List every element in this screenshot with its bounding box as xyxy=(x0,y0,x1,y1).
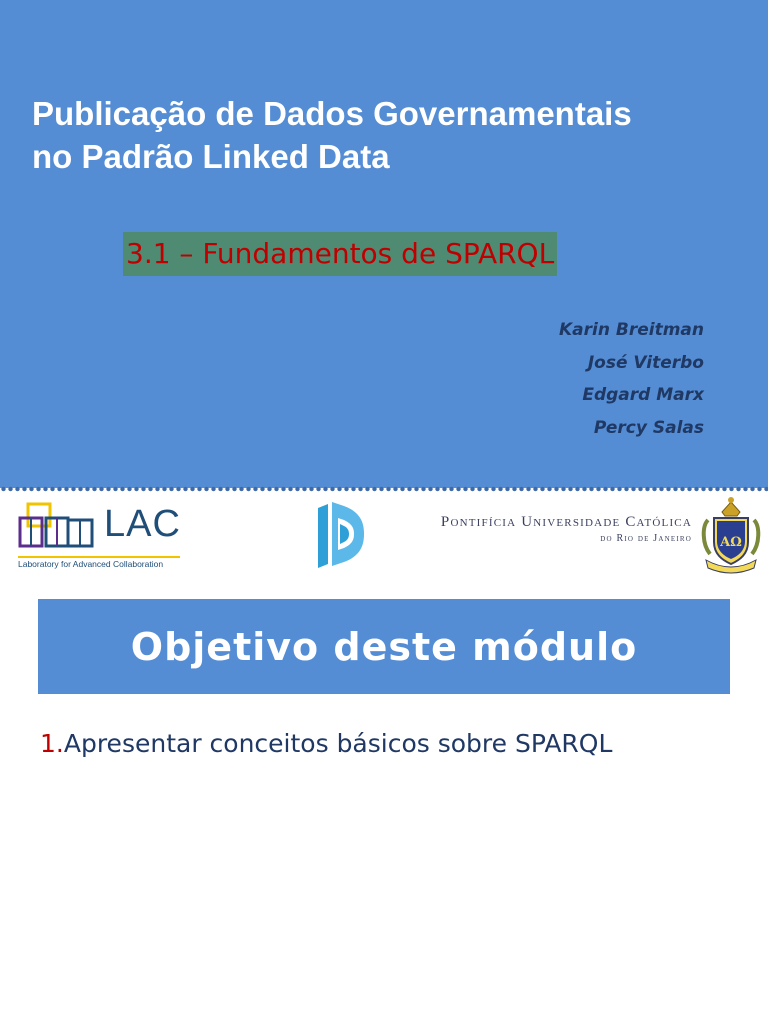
slide-title-line1: Publicação de Dados Governamentais xyxy=(32,95,632,132)
author-name: José Viterbo xyxy=(587,352,704,373)
puc-name xyxy=(440,514,692,544)
author-name: Karin Breitman xyxy=(559,320,704,340)
objective-text: Apresentar conceitos básicos sobre SPARQL xyxy=(63,729,613,758)
puc-name-line1: Pontifícia Universidade Católica xyxy=(440,514,692,530)
module-heading: Objetivo deste módulo xyxy=(130,624,638,669)
logo-bar xyxy=(0,492,768,584)
lac-underline xyxy=(18,556,180,558)
author-name: Percy Salas xyxy=(593,417,704,438)
crest-text: ΑΩ xyxy=(720,535,742,550)
puc-name-line2: do Rio de Janeiro xyxy=(600,533,692,544)
lac-name: LAC xyxy=(104,503,181,545)
lac-logo xyxy=(14,498,182,568)
title-slide xyxy=(0,0,768,488)
dp-logo-icon xyxy=(314,498,368,572)
puc-crest-icon xyxy=(700,494,762,574)
slide-title xyxy=(32,92,752,178)
slide-subtitle: 3.1 – Fundamentos de SPARQL xyxy=(123,232,557,276)
module-heading-box xyxy=(38,599,730,694)
author-list xyxy=(559,314,704,444)
lac-windows-icon xyxy=(14,498,104,556)
objective-number: 1. xyxy=(40,729,64,758)
author-name: Edgard Marx xyxy=(582,385,704,405)
slide-title-line2: no Padrão Linked Data xyxy=(32,138,390,175)
objective-item xyxy=(40,726,740,762)
lac-caption: Laboratory for Advanced Collaboration xyxy=(18,559,164,569)
